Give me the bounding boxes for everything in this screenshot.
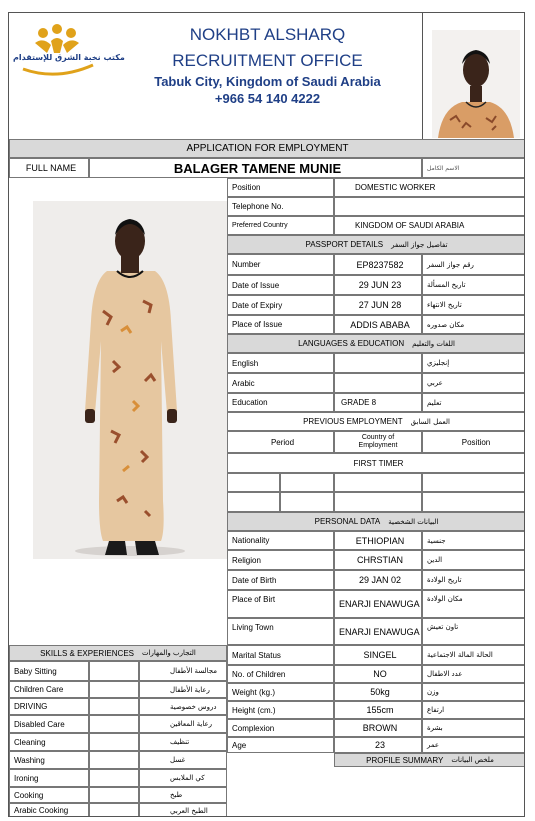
profile-summary-header — [334, 753, 525, 767]
religion-value: CHRSTIAN — [334, 550, 422, 570]
full-body-photo — [33, 201, 227, 559]
employment-row-2-country — [334, 492, 422, 512]
nationality-arabic: جنسية — [422, 531, 525, 550]
weight-arabic: وزن — [422, 683, 525, 701]
place-of-birth-value: ENARJI ENAWUGA — [334, 590, 422, 618]
education-label: Education — [227, 393, 334, 412]
passport-number-arabic: رقم جواز السفر — [422, 254, 525, 275]
complexion-label: Complexion — [227, 719, 334, 737]
arabic-label: Arabic — [227, 373, 334, 393]
country-column-header: Country of Employment — [334, 431, 422, 453]
personal-data-header — [227, 512, 525, 531]
place-of-issue-arabic: مكان صدوره — [422, 315, 525, 334]
living-town-value: ENARJI ENAWUGA — [334, 618, 422, 645]
languages-title: LANGUAGES & EDUCATION — [298, 339, 405, 348]
skill-children-care-label: Children Care — [9, 681, 89, 698]
date-of-birth-label: Date of Birth — [227, 570, 334, 590]
period-column-header: Period — [227, 431, 334, 453]
religion-label: Religion — [227, 550, 334, 570]
skill-disabled-care-value — [89, 715, 139, 733]
employment-row-1-country — [334, 473, 422, 492]
skill-disabled-care-label: Disabled Care — [9, 715, 89, 733]
english-value — [334, 353, 422, 373]
personal-data-arabic: البيانات الشخصية — [388, 517, 439, 526]
preferred-country-value: KINGDOM OF SAUDI ARABIA — [334, 216, 525, 235]
place-of-issue-value: ADDIS ABABA — [334, 315, 422, 334]
skill-cooking-arabic: طبخ — [139, 787, 227, 803]
company-name: NOKHBT ALSHARQ — [189, 25, 346, 44]
skill-ironing-arabic: كي الملابس — [139, 769, 227, 787]
arabic-value — [334, 373, 422, 393]
skill-cleaning-label: Cleaning — [9, 733, 89, 751]
skill-cleaning-arabic: تنظيف — [139, 733, 227, 751]
nationality-value: ETHIOPIAN — [334, 531, 422, 550]
employment-row-1-period-a — [227, 473, 280, 492]
skill-washing-value — [89, 751, 139, 769]
passport-number-value: EP8237582 — [334, 254, 422, 275]
position-column-header: Position — [422, 431, 525, 453]
height-value: 155cm — [334, 701, 422, 719]
skill-baby-sitting-label: Baby Sitting — [9, 661, 89, 681]
skill-baby-sitting-arabic: مجالسة الأطفال — [139, 661, 227, 681]
profile-summary-title: PROFILE SUMMARY — [366, 755, 444, 765]
skill-cooking-value — [89, 787, 139, 803]
place-of-issue-label: Place of Issue — [227, 315, 334, 334]
place-of-birth-arabic: مكان الولادة — [422, 590, 525, 618]
age-arabic: عمر — [422, 737, 525, 753]
passport-title: PASSPORT DETAILS — [305, 240, 384, 249]
skills-section-header — [9, 645, 227, 661]
first-timer-row: FIRST TIMER — [227, 453, 525, 473]
marital-status-label: Marital Status — [227, 645, 334, 665]
skill-ironing-value — [89, 769, 139, 787]
date-of-birth-arabic: تاريخ الولادة — [422, 570, 525, 590]
skill-disabled-care-arabic: رعاية المعاقين — [139, 715, 227, 733]
arabic-arabic: عربي — [422, 373, 525, 393]
employment-row-1-period-b — [280, 473, 334, 492]
date-of-expiry-label: Date of Expiry — [227, 295, 334, 315]
skills-title-arabic: التجارب والمهارات — [142, 649, 196, 657]
skill-arabic-cooking-value — [89, 803, 139, 817]
previous-employment-title: PREVIOUS EMPLOYMENT — [303, 417, 403, 426]
complexion-value: BROWN — [334, 719, 422, 737]
office-phone: +966 54 140 4222 — [214, 91, 321, 106]
personal-data-title: PERSONAL DATA — [314, 517, 381, 526]
skill-cooking-label: Cooking — [9, 787, 89, 803]
employment-row-2-period-a — [227, 492, 280, 512]
date-of-issue-label: Date of Issue — [227, 275, 334, 295]
height-arabic: ارتفاع — [422, 701, 525, 719]
previous-employment-header — [227, 412, 525, 431]
children-arabic: عدد الاطفال — [422, 665, 525, 683]
office-title: RECRUITMENT OFFICE — [172, 51, 363, 70]
skill-arabic-cooking-arabic: الطبخ العربي — [139, 803, 227, 817]
children-value: NO — [334, 665, 422, 683]
previous-employment-arabic: العمل السابق — [410, 417, 450, 426]
full-name-arabic: الاسم الكامل — [422, 158, 525, 178]
employment-row-2-period-b — [280, 492, 334, 512]
skill-cleaning-value — [89, 733, 139, 751]
date-of-issue-arabic: تاريخ المسألة — [422, 275, 525, 295]
skill-arabic-cooking-label: Arabic Cooking — [9, 803, 89, 817]
employment-row-1-position — [422, 473, 525, 492]
skill-children-care-value — [89, 681, 139, 698]
education-value: GRADE 8 — [334, 393, 422, 412]
skill-driving-value — [89, 698, 139, 715]
portrait-photo — [432, 30, 520, 138]
skill-baby-sitting-value — [89, 661, 139, 681]
passport-section-header — [227, 235, 525, 254]
employment-row-2-position — [422, 492, 525, 512]
living-town-arabic: تاون تعيش — [422, 618, 525, 645]
office-city: Tabuk City, Kingdom of Saudi Arabia — [154, 74, 381, 89]
position-value: DOMESTIC WORKER — [334, 178, 525, 197]
date-of-birth-value: 29 JAN 02 — [334, 570, 422, 590]
telephone-label: Telephone No. — [227, 197, 334, 216]
skill-driving-label: DRIVING — [9, 698, 89, 715]
date-of-expiry-value: 27 JUN 28 — [334, 295, 422, 315]
skills-title: SKILLS & EXPERIENCES — [40, 648, 134, 658]
skill-children-care-arabic: رعاية الأطفال — [139, 681, 227, 698]
place-of-birth-label: Place of Birt — [227, 590, 334, 618]
languages-title-arabic: اللغات والتعليم — [412, 339, 455, 348]
telephone-value — [334, 197, 525, 216]
languages-section-header — [227, 334, 525, 353]
marital-status-arabic: الحالة المالة الاجتماعية — [422, 645, 525, 665]
weight-value: 50kg — [334, 683, 422, 701]
skill-washing-label: Washing — [9, 751, 89, 769]
nationality-label: Nationality — [227, 531, 334, 550]
full-name-value: BALAGER TAMENE MUNIE — [89, 158, 422, 178]
age-value: 23 — [334, 737, 422, 753]
english-arabic: إنجليزي — [422, 353, 525, 373]
marital-status-value: SINGEL — [334, 645, 422, 665]
english-label: English — [227, 353, 334, 373]
complexion-arabic: بشرة — [422, 719, 525, 737]
application-form — [8, 12, 525, 817]
full-name-label: FULL NAME — [9, 158, 89, 178]
religion-arabic: الدين — [422, 550, 525, 570]
height-label: Height (cm.) — [227, 701, 334, 719]
living-town-label: Living Town — [227, 618, 334, 645]
age-label: Age — [227, 737, 334, 753]
skill-driving-arabic: دروس خصوصية — [139, 698, 227, 715]
weight-label: Weight (kg.) — [227, 683, 334, 701]
date-of-issue-value: 29 JUN 23 — [334, 275, 422, 295]
education-arabic: تعليم — [422, 393, 525, 412]
header-divider — [422, 13, 423, 139]
date-of-expiry-arabic: تاريخ الانتهاء — [422, 295, 525, 315]
position-label: Position — [227, 178, 334, 197]
children-label: No. of Children — [227, 665, 334, 683]
profile-summary-arabic: ملخص البيانات — [451, 756, 494, 764]
application-title: APPLICATION FOR EMPLOYMENT — [9, 139, 525, 158]
skill-ironing-label: Ironing — [9, 769, 89, 787]
preferred-country-label: Preferred Country — [227, 216, 334, 235]
passport-number-label: Number — [227, 254, 334, 275]
skill-washing-arabic: غسل — [139, 751, 227, 769]
logo-arabic-text: مكتب نخبة الشرق للإستقدام — [13, 53, 125, 62]
passport-title-arabic: تفاصيل جواز السفر — [391, 240, 448, 249]
